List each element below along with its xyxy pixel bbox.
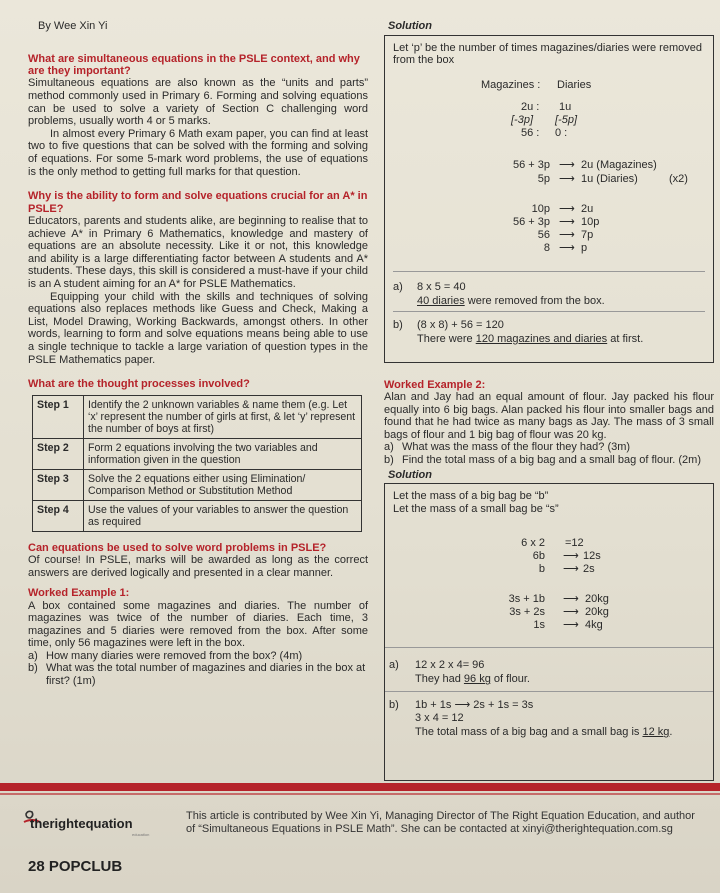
we1-questions	[28, 650, 368, 688]
heading-worked-example-2: Worked Example 2:	[384, 378, 486, 391]
para-of-course: Of course! In PSLE, marks will be awarded as long as the correct answers are derived logically and presented in a clear manner.	[28, 553, 368, 579]
eq-right: 1u (Diaries)	[581, 172, 638, 185]
list-item	[384, 441, 714, 454]
ratio-row: 56 :	[521, 126, 540, 139]
solution-1-title: Solution	[388, 20, 432, 32]
step-text: Use the values of your variables to answer the question as required	[84, 500, 362, 531]
arrow-icon: ⟶	[454, 699, 471, 712]
table-row	[33, 395, 362, 438]
eq-left: 10p	[531, 202, 550, 215]
heading-why-crucial: Why is the ability to form and solve equations crucial for an A* in PSLE?	[28, 190, 368, 215]
divider	[385, 647, 713, 648]
section-name: POPCLUB	[48, 858, 123, 875]
we2-questions	[384, 441, 714, 466]
question-text: Find the total mass of a big bag and a small bag of flour. (2m)	[402, 453, 701, 466]
step-text: Identify the 2 unknown variables & name them (e.g. Let ‘x’ represent the number of girls at first, & let ‘y’ represent the number of boys at first)	[84, 395, 362, 438]
byline: By Wee Xin Yi	[38, 20, 108, 32]
ratio-row: [-3p]	[511, 113, 534, 126]
arrow-icon: ⟶	[563, 563, 579, 576]
answer-a: 40 diaries were removed from the box.	[417, 294, 605, 307]
left-column	[28, 20, 368, 688]
para-exam-paper: In almost every Primary 6 Math exam paper, you can find at least two to five questions that can be solved with the forming and solving of equations. For some 5-mark word problems, the use of equations is the only method to getting full marks for that question.	[28, 127, 368, 178]
question-text: How many diaries were removed from the box? (4m)	[46, 649, 303, 662]
list-item	[28, 650, 368, 663]
solution-1-box	[384, 35, 714, 363]
arrow-icon: ⟶	[563, 550, 579, 563]
eq-right: 4kg	[585, 619, 603, 632]
eq-right: 2s	[583, 563, 595, 576]
eq-left: 1s	[533, 619, 545, 632]
page-number: 28 POPCLUB	[28, 858, 123, 875]
answer-calc: 8 x 5 = 40	[417, 280, 466, 293]
eq-left: 6b	[532, 550, 545, 563]
arrow-icon: ⟶	[559, 241, 575, 254]
heading-what-are: What are simultaneous equations in the PSLE context, and why are they important?	[28, 52, 360, 77]
contributor-credit: This article is contributed by Wee Xin Yi, Managing Director of The Right Equation Education, and author of “Simultaneous Equations in PSLE Math”. She can be contacted at xinyi@therightequation.com.sg	[186, 810, 695, 835]
answer-label: a)	[393, 280, 403, 293]
question-label: b)	[28, 662, 38, 675]
divider	[385, 691, 713, 692]
table-row	[33, 469, 362, 500]
step-label: Step 1	[33, 395, 84, 438]
answer-calc: 1b + 1s ⟶ 2s + 1s = 3s	[415, 699, 534, 712]
answer-label: b)	[393, 318, 403, 331]
arrow-icon: ⟶	[559, 215, 575, 228]
answer-calc: (8 x 8) + 56 = 120	[417, 318, 504, 331]
solution-1-working	[393, 67, 705, 347]
question-label: a)	[384, 441, 394, 454]
eq-right: p	[581, 241, 588, 254]
para-equipping: Equipping your child with the skills and techniques of solving equations also replaces methods like Guess and Check, Making a List, Model Drawing, Working Backwards, amongst others. In other words, learning to form and solve equations means being able to use a single technique to tackle a large variation of question types in the PSLE Mathematics paper.	[28, 290, 368, 366]
solution-2-let-b: Let the mass of a big bag be “b”	[393, 490, 549, 503]
question-text: What was the total number of magazines and diaries in the box at first? (1m)	[46, 662, 366, 688]
step-text: Form 2 equations involving the two variables and information given in the question	[84, 438, 362, 469]
step-label: Step 3	[33, 469, 84, 500]
eq-right: 7p	[581, 228, 594, 241]
solution-2-title: Solution	[388, 468, 432, 481]
eq-right: 10p	[581, 215, 600, 228]
eq-left: 5p	[537, 172, 550, 185]
eq-right: 12s	[583, 550, 601, 563]
divider	[393, 271, 705, 272]
eq-left: b	[538, 563, 545, 576]
ratio-row: 2u :	[521, 100, 540, 113]
spacer	[384, 363, 714, 379]
heading-thought-processes: What are the thought processes involved?	[28, 378, 250, 391]
heading-word-problems: Can equations be used to solve word problems in PSLE?	[28, 541, 327, 554]
eq-left: 56	[537, 228, 550, 241]
eq-left: 8	[543, 241, 550, 254]
eq-left: 56 + 3p	[512, 158, 550, 171]
eq-right: 2u (Magazines)	[581, 158, 657, 171]
eq-left: 3s + 1b	[508, 593, 545, 606]
divider	[393, 311, 705, 312]
para-educators: Educators, parents and students alike, are beginning to realise that to achieve A* in Primary 6 Mathematics, knowledge and mastery of equations are an absolute necessity. Like it or not, this knowledge and ability is a large differentiating factor between A students and A* students. These days, this skill is considered a must-have if your child is an A student aiming for an A* for PSLE Mathematics.	[28, 214, 368, 290]
solution-2-let-s: Let the mass of a small bag be “s”	[393, 502, 559, 515]
step-text: Solve the 2 equations either using Elimination/ Comparison Method or Substitution Method	[84, 469, 362, 500]
table-row	[33, 438, 362, 469]
step-label: Step 4	[33, 500, 84, 531]
list-item	[384, 454, 714, 467]
answer-b: There were 120 magazines and diaries at first.	[417, 332, 644, 345]
logo-text: therightequation	[30, 816, 133, 831]
answer-calc: 3 x 4 = 12	[415, 712, 464, 725]
heading-worked-example-1: Worked Example 1:	[28, 587, 130, 600]
step-label: Step 2	[33, 438, 84, 469]
question-label: a)	[28, 649, 38, 662]
para-units-and-parts: Simultaneous equations are also known as the “units and parts” method commonly used in Primary 6. Forming and solving equations can be used to solve a variety of Section C challenging word problems, usually worth 4 or 5 marks.	[28, 77, 368, 128]
steps-table	[32, 395, 362, 532]
arrow-icon: ⟶	[563, 593, 579, 606]
answer-calc: 12 x 2 x 4= 96	[415, 659, 485, 672]
answer-a: They had 96 kg of flour.	[415, 673, 530, 686]
arrow-icon: ⟶	[559, 158, 575, 171]
eq-right: 20kg	[585, 593, 609, 606]
solution-1-intro: Let ‘p’ be the number of times magazines/diaries were removed from the box	[393, 41, 702, 67]
para-worked-example-1: A box contained some magazines and diaries. The number of magazines was twice of the number of diaries. Each time, 3 magazines and 5 diaries were removed from the box. After some time, only 56 magazines were left in the box.	[28, 599, 368, 650]
answer-b: The total mass of a big bag and a small bag is 12 kg.	[415, 726, 673, 739]
col-diaries: Diaries	[557, 78, 592, 91]
eq-right: =12	[565, 537, 584, 550]
table-row	[33, 500, 362, 531]
answer-label: a)	[389, 659, 399, 672]
footer-rule-thin	[0, 793, 720, 795]
right-column	[384, 20, 714, 781]
question-text: What was the mass of the flour they had? (3m)	[402, 441, 631, 454]
para-worked-example-2: Alan and Jay had an equal amount of flour. Jay packed his flour equally into 6 big bags. Alan packed his flour into smaller bags and found that he had twice as many bags as Jay. The mass of 3 small bags of flour and 1 big bag of flour was 20 kg.	[384, 391, 714, 441]
arrow-icon: ⟶	[563, 606, 579, 619]
ratio-row: 0 :	[555, 126, 568, 139]
solution-2-box	[384, 483, 714, 781]
solution-2-working	[389, 515, 705, 765]
arrow-icon: ⟶	[563, 619, 579, 632]
eq-right: 2u	[581, 202, 594, 215]
multiplier: (x2)	[669, 172, 688, 185]
ratio-row: [-5p]	[555, 113, 578, 126]
eq-right: 20kg	[585, 606, 609, 619]
arrow-icon: ⟶	[559, 172, 575, 185]
question-label: b)	[384, 453, 394, 466]
eq-left: 3s + 2s	[509, 606, 545, 619]
ratio-row: 1u	[559, 100, 572, 113]
eq-left: 6 x 2	[521, 537, 545, 550]
list-item	[28, 662, 368, 687]
logo-sub: education	[132, 832, 150, 837]
eq-left: 56 + 3p	[512, 215, 550, 228]
arrow-icon: ⟶	[559, 228, 575, 241]
footer-rule	[0, 783, 720, 791]
arrow-icon: ⟶	[559, 202, 575, 215]
col-magazines: Magazines :	[481, 78, 541, 91]
answer-label: b)	[389, 699, 399, 712]
